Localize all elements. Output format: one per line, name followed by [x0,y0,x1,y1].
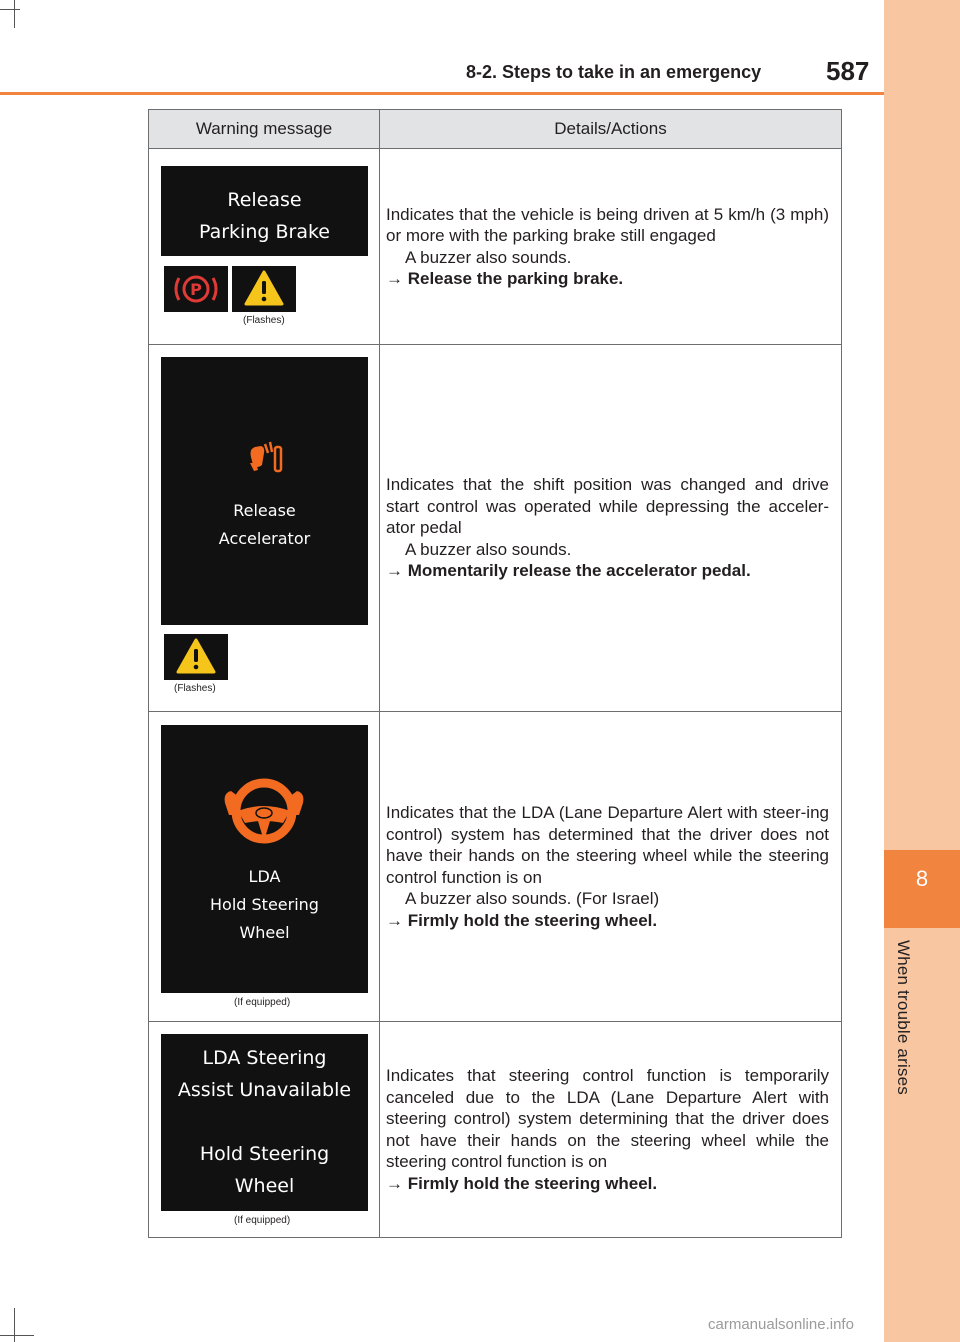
warning-message-table [148,109,842,1238]
table-row [149,149,842,345]
details-cell [380,345,842,712]
display-screen [161,166,368,256]
chapter-side-tab [884,0,960,1342]
table-row [149,712,842,1022]
details-cell [380,149,842,345]
display-text: Wheel [239,923,290,942]
svg-text:P: P [190,280,202,299]
display-screen [161,357,368,625]
action-text: → Firmly hold the steering wheel. [386,1173,658,1193]
crop-mark [14,1308,15,1342]
master-warning-lamp [232,266,296,312]
chapter-title: When trouble arises [894,940,913,1095]
crop-mark [14,0,15,28]
display-text: Parking Brake [199,221,330,243]
display-screen [161,725,368,993]
column-header: Warning message [149,110,380,149]
lamp-caption: (Flashes) [174,683,216,694]
lamp-caption: (Flashes) [243,315,285,326]
release-accelerator-icon [245,441,285,477]
display-text: Accelerator [218,529,311,548]
table-row [149,345,842,712]
section-title: 8-2. Steps to take in an emergency [466,62,762,82]
display-screen [161,1034,368,1211]
column-header: Details/Actions [380,110,842,149]
display-text: Release [227,189,302,211]
display-text: Hold Steering [199,1143,330,1165]
details-text: Indicates that steering control function is temporarily canceled due to the LDA (Lane Departure Alert with steering control) system determining that the driver does not have their hands on the steering wheel while the steering control function is on [386,1066,829,1171]
lamp-caption: (If equipped) [234,997,291,1008]
master-warning-lamp [164,634,228,680]
details-text: Indicates that the shift position was changed and drive start control was operated while depressing the acceler-ator pedal [386,475,829,538]
buzzer-note: A buzzer also sounds. [405,247,572,267]
watermark: carmanualsonline.info [708,1316,854,1333]
crop-mark [0,9,20,10]
table-header-row [149,110,842,149]
details-text: Indicates that the vehicle is being driven at 5 km/h (3 mph) or more with the parking brake still engaged [386,204,829,245]
lamp-caption: (If equipped) [234,1215,291,1226]
display-text: Assist Unavailable [177,1079,352,1101]
display-text: LDA [248,867,281,886]
warning-message-cell [149,712,380,1022]
display-text: Release [233,501,296,520]
action-text: → Momentarily release the accelerator pedal. [386,561,751,581]
action-text: → Firmly hold the steering wheel. [386,910,658,930]
details-text: Indicates that the LDA (Lane Departure Alert with steer-ing control) system has determined that the driver does not have their hands on the steering wheel while the steering control function is on [386,803,829,887]
chapter-number: 8 [915,866,929,891]
display-text: LDA Steering [202,1047,327,1069]
display-text: Wheel [234,1175,295,1197]
details-cell [380,1022,842,1238]
steering-wheel-hands-icon [221,775,307,847]
buzzer-note: A buzzer also sounds. [405,539,572,559]
warning-triangle-icon [164,634,228,680]
header-rule [0,92,884,95]
crop-mark [0,1335,34,1336]
warning-message-cell [149,149,380,345]
warning-message-cell [149,1022,380,1238]
buzzer-note: A buzzer also sounds. (For Israel) [405,889,660,908]
page-number: 587 [826,56,870,86]
display-text: Hold Steering [210,895,319,914]
parking-brake-lamp [164,266,228,312]
parking-brake-icon [164,266,228,312]
details-cell [380,712,842,1022]
warning-triangle-icon [232,266,296,312]
warning-message-cell [149,345,380,712]
action-text: → Release the parking brake. [386,269,624,288]
table-row [149,1022,842,1238]
